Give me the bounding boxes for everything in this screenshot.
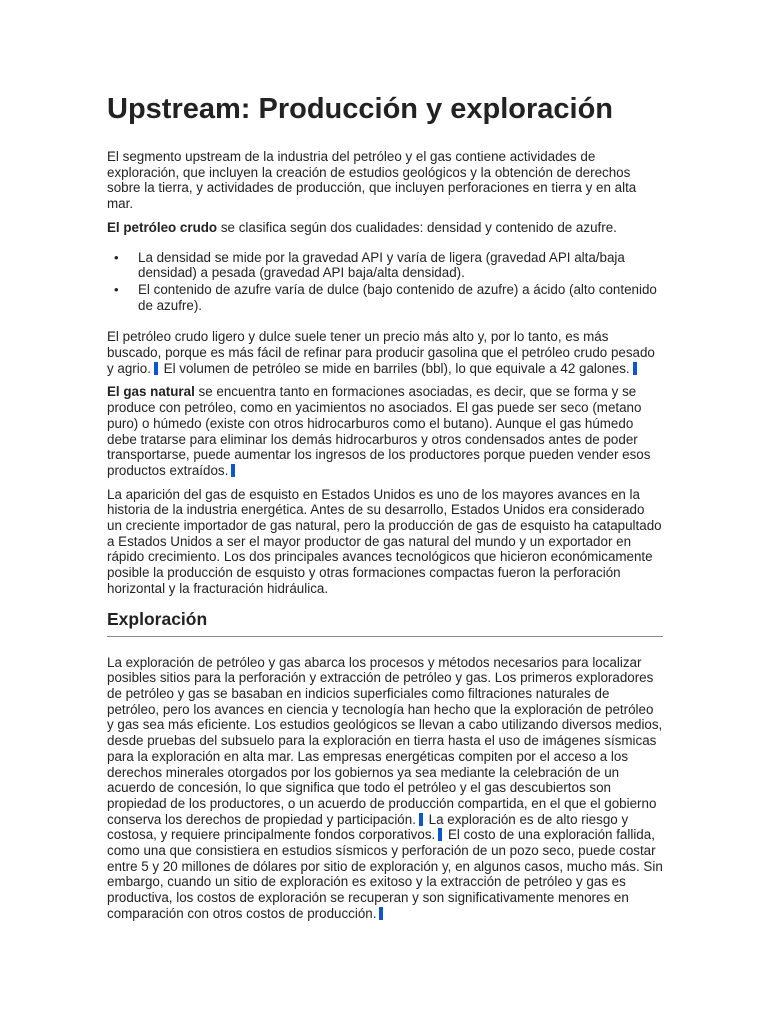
reference-marker-icon[interactable] — [231, 464, 235, 477]
section-heading-exploration: Exploración — [107, 607, 663, 637]
light-sweet-paragraph — [107, 329, 663, 376]
natural-gas-paragraph — [107, 384, 663, 478]
list-item — [114, 281, 663, 313]
list-item — [114, 249, 663, 281]
bullet-icon: • — [114, 249, 119, 265]
reference-marker-icon[interactable] — [438, 828, 442, 841]
list-item-text: La densidad se mide por la gravedad API y varía de ligera (gravedad API alta/baja densidad) a pesada (gravedad API baja/alta densidad). — [138, 249, 625, 281]
shale-gas-paragraph: La aparición del gas de esquisto en Estados Unidos es uno de los mayores avances en la historia de la industria energética. Antes de su desarrollo, Estados Unidos era considerado un creciente importador de gas natural, pero la producción de gas de esquisto ha catapultado a Estados Unidos a ser el mayor productor de gas natural del mundo y un exportador en rápido crecimiento. Los dos principales avances tecnológicos que hicieron económicamente posible la producción de esquisto y otras formaciones compactas fueron la perforación horizontal y la fracturación hidráulica. — [107, 486, 662, 596]
reference-marker-icon[interactable] — [154, 362, 158, 375]
document-body — [107, 88, 663, 930]
section-spacer — [107, 637, 663, 655]
crude-oil-text: se clasifica según dos cualidades: densidad y contenido de azufre. — [217, 219, 617, 235]
crude-oil-term: El petróleo crudo — [107, 219, 218, 235]
exploration-text-1: La exploración de petróleo y gas abarca los procesos y métodos necesarios para localizar posibles sitios para la perforación y extracción de petróleo y gas. Los primeros exploradores de petróleo y gas se basaban en indicios superficiales como filtraciones naturales de petróleo, pero los avances en ciencia y tecnología han hecho que la exploración de petróleo y gas sea más eficiente. Los estudios geológicos se llevan a cabo utilizando diversos medios, desde pruebas del subsuelo para la exploración en tierra hasta el uso de imágenes sísmicas para la exploración en alta mar. Las empresas energéticas compiten por el acceso a los derechos minerales otorgados por los gobiernos ya sea mediante la celebración de un acuerdo de concesión, lo que significa que todo el petróleo y el gas descubiertos son propiedad de los productores, o un acuerdo de producción compartida, en el que el gobierno conserva los derechos de propiedad y participación. — [107, 654, 663, 827]
natural-gas-term: El gas natural — [107, 384, 195, 400]
light-sweet-text-1: El petróleo crudo ligero y dulce suele tener un precio más alto y, por lo tanto, es más buscado, porque es más fácil de refinar para producir gasolina que el petróleo crudo pesado y agrio. — [107, 329, 655, 376]
intro-paragraph: El segmento upstream de la industria del petróleo y el gas contiene actividades de exploración, que incluyen la creación de estudios geológicos y la obtención de derechos sobre la tierra, y actividades de producción, que incluyen perforaciones en tierra y en alta mar. — [107, 149, 637, 212]
bullet-list — [107, 250, 663, 314]
reference-marker-icon[interactable] — [419, 813, 423, 826]
crude-oil-paragraph — [107, 220, 663, 236]
exploration-text-2: La exploración es de alto riesgo y costosa, y requiere principalmente fondos corporativos. — [107, 811, 629, 843]
natural-gas-text: se encuentra tanto en formaciones asociadas, es decir, que se forma y se produce con petróleo, como en yacimientos no asociados. El gas puede ser seco (metano puro) o húmedo (existe con otros hidrocarburos como el butano). Aunque el gas húmedo debe tratarse para eliminar los demás hidrocarburos y otros condensados antes de poder transportarse, puede aumentar los ingresos de los productores porque pueden vender esos productos extraídos. — [107, 384, 651, 478]
bullet-icon: • — [114, 281, 119, 297]
reference-marker-icon[interactable] — [379, 907, 383, 920]
light-sweet-text-2: El volumen de petróleo se mide en barriles (bbl), lo que equivale a 42 galones. — [159, 360, 630, 376]
exploration-paragraph — [107, 655, 663, 922]
list-item-text: El contenido de azufre varía de dulce (bajo contenido de azufre) a ácido (alto contenido de azufre). — [138, 281, 657, 313]
reference-marker-icon[interactable] — [633, 362, 637, 375]
exploration-text-3: El costo de una exploración fallida, como una que consistiera en estudios sísmicos y perforación de un pozo seco, puede costar entre 5 y 20 millones de dólares por sitio de exploración y, en algunos casos, mucho más. Sin embargo, cuando un sitio de exploración es exitoso y la extracción de petróleo y gas es productiva, los costos de exploración se recuperan y son significativamente menores en comparación con otros costos de producción. — [107, 827, 663, 921]
page-title: Upstream: Producción y exploración — [107, 93, 614, 125]
